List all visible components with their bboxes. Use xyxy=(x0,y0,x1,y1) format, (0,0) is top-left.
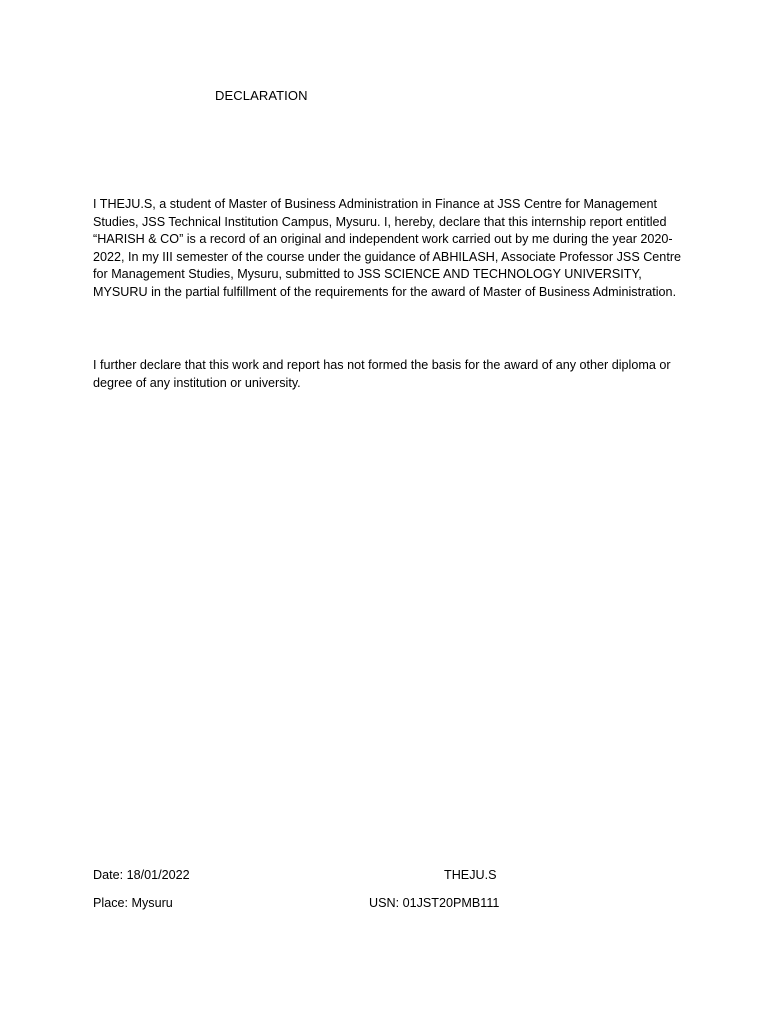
declaration-paragraph-1: I THEJU.S, a student of Master of Business Administration in Finance at JSS Centre for Management Studies, JSS Technical Institution Campus, Mysuru. I, hereby, declare that this internship report entitled “HARISH & CO” is a record of an original and independent work carried out by me during the year 2020- 2022, In my III semester of the course under the guidance of ABHILASH, Associate Professor JSS Centre for Management Studies, Mysuru, submitted to JSS SCIENCE AND TECHNOLOGY UNIVERSITY, MYSURU in the partial fulfillment of the requirements for the award of Master of Business Administration. xyxy=(93,197,682,299)
place-line: Place: Mysuru xyxy=(93,896,173,910)
date-line: Date: 18/01/2022 xyxy=(93,868,190,882)
page-title: DECLARATION xyxy=(215,88,308,103)
declaration-paragraph-2: I further declare that this work and report has not formed the basis for the award of any other diploma or degree of any institution or university. xyxy=(93,358,671,390)
student-name: THEJU.S xyxy=(444,868,497,882)
usn-line: USN: 01JST20PMB111 xyxy=(369,896,500,910)
